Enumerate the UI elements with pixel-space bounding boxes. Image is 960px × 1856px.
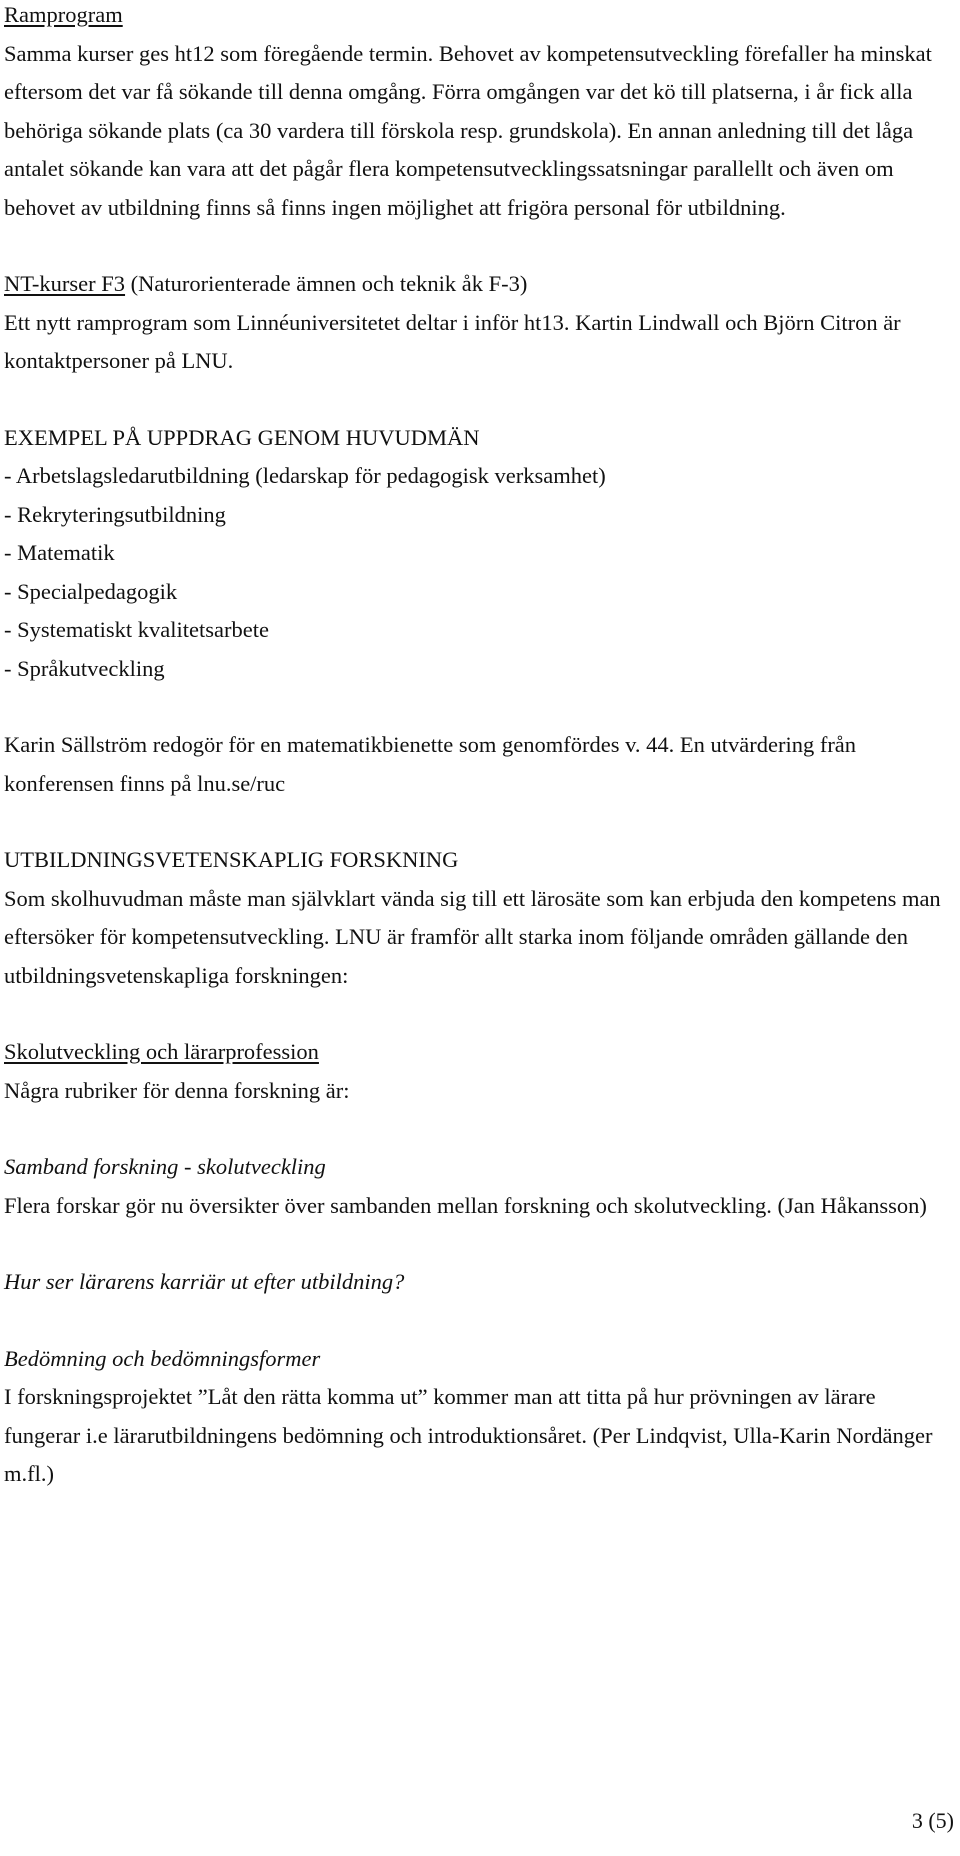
heading-nt-kurser-rest: (Naturorienterade ämnen och teknik åk F-3): [125, 271, 528, 296]
paragraph-ramprogram: Samma kurser ges ht12 som föregående termin. Behovet av kompetensutveckling förefaller ha minskat eftersom det var få sökande till denna omgång. Förra omgången var det kö till platserna, i år fick alla behöriga sökande plats (ca 30 vardera till förskola resp. grundskola). En annan anledning till det låga antalet sökande kan vara att det pågår flera kompetensutvecklingssatsningar parallellt och även om behovet av utbildning finns så finns ingen möjlighet att frigöra personal för utbildning.: [4, 40, 932, 220]
section-exempel: [4, 419, 954, 689]
section-bedomning: [4, 1340, 954, 1494]
spacer: [4, 1110, 954, 1148]
paragraph-matematikbienette: Karin Sällström redogör för en matematikbienette som genomfördes v. 44. En utvärdering från konferensen finns på lnu.se/ruc: [4, 732, 857, 796]
paragraph-bedomning: I forskningsprojektet ”Låt den rätta komma ut” kommer man att titta på hur prövningen av lärare fungerar i.e lärarutbildningens bedömning och introduktionsåret. (Per Lindqvist, Ulla-Karin Nordänger m.fl.): [4, 1384, 933, 1486]
section-nt-kurser: [4, 265, 954, 381]
section-samband: [4, 1148, 954, 1225]
list-item: - Språkutveckling: [4, 655, 165, 681]
section-karriar: [4, 1263, 954, 1302]
spacer: [4, 995, 954, 1033]
heading-karriar: Hur ser lärarens karriär ut efter utbildning?: [4, 1269, 405, 1294]
spacer: [4, 1225, 954, 1263]
section-matematikbienette: [4, 726, 954, 803]
list-item: - Specialpedagogik: [4, 578, 178, 604]
section-forskning: [4, 841, 954, 995]
list-item: - Systematiskt kvalitetsarbete: [4, 617, 269, 642]
heading-nt-kurser-underlined: NT-kurser F3: [4, 271, 126, 296]
list-item: - Arbetslagsledarutbildning (ledarskap för pedagogisk verksamhet): [4, 463, 606, 488]
paragraph-samband: Flera forskar gör nu översikter över sambanden mellan forskning och skolutveckling. (Jan Håkansson): [4, 1192, 927, 1218]
heading-forskning: UTBILDNINGSVETENSKAPLIG FORSKNING: [4, 847, 459, 872]
heading-nt-kurser: [4, 265, 954, 304]
heading-exempel: EXEMPEL PÅ UPPDRAG GENOM HUVUDMÄN: [4, 424, 480, 450]
spacer: [4, 1302, 954, 1340]
spacer: [4, 381, 954, 419]
page-number: 3 (5): [911, 1808, 954, 1833]
document-page: [4, 0, 954, 1494]
list-item: - Rekryteringsutbildning: [4, 501, 226, 527]
heading-skolutveckling: Skolutveckling och lärarprofession: [4, 1039, 319, 1064]
spacer: [4, 803, 954, 841]
paragraph-nt-kurser: Ett nytt ramprogram som Linnéuniversitetet deltar i inför ht13. Kartin Lindwall och Björn Citron är kontaktpersoner på LNU.: [4, 309, 901, 373]
heading-bedomning: Bedömning och bedömningsformer: [4, 1345, 321, 1371]
section-ramprogram: [4, 0, 954, 227]
section-skolutveckling: [4, 1033, 954, 1110]
spacer: [4, 227, 954, 265]
list-item: - Matematik: [4, 540, 115, 565]
heading-samband: Samband forskning - skolutveckling: [4, 1154, 326, 1179]
spacer: [4, 688, 954, 726]
paragraph-forskning: Som skolhuvudman måste man självklart vända sig till ett lärosäte som kan erbjuda den kompetens man eftersöker för kompetensutveckling. LNU är framför allt starka inom följande områden gällande den utbildningsvetenskapliga forskningen:: [4, 885, 941, 988]
heading-ramprogram: Ramprogram: [4, 2, 123, 27]
paragraph-skolutveckling: Några rubriker för denna forskning är:: [4, 1077, 350, 1103]
